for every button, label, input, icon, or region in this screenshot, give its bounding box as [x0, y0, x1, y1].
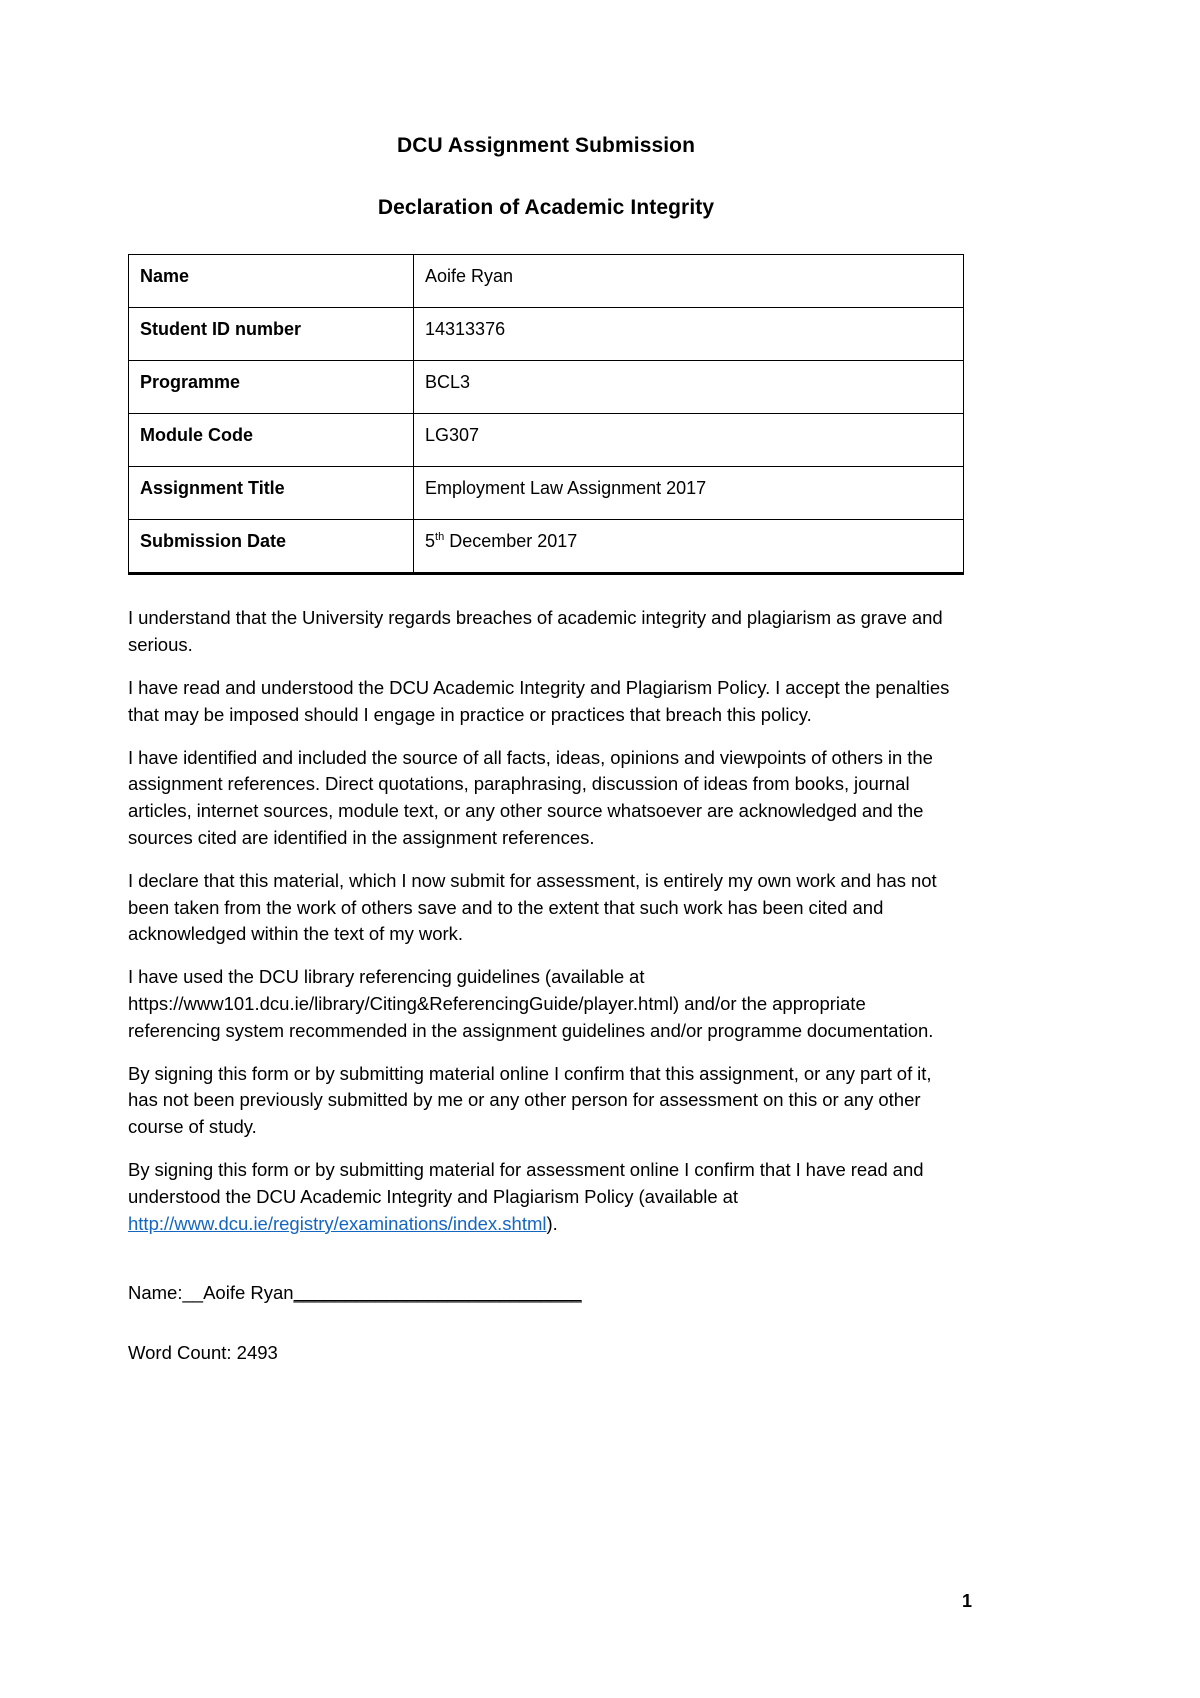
page-number: 1 [961, 1591, 972, 1611]
table-cell-label-module-code: Module Code [129, 414, 414, 467]
table-cell-value-submission-date [414, 520, 964, 574]
document-content [128, 128, 964, 1367]
table-cell-value-student-id: 14313376 [414, 308, 964, 361]
table-row [129, 520, 964, 574]
table-cell-value-assignment-title: Employment Law Assignment 2017 [414, 467, 964, 520]
declaration-paragraph-6: By signing this form or by submitting material online I confirm that this assignment, or any part of it, has not been previously submitted by me or any other person for assessment on this or any other course of study. [128, 1062, 932, 1138]
page-subtitle: Declaration of Academic Integrity [377, 196, 715, 220]
table-cell-label-submission-date: Submission Date [129, 520, 414, 574]
table-row [129, 255, 964, 308]
dcu-examinations-policy-link[interactable]: http://www.dcu.ie/registry/examinations/index.shtml [128, 1212, 547, 1234]
table-cell-label-assignment-title: Assignment Title [129, 467, 414, 520]
signature-rule: ____________________________ [293, 1281, 582, 1303]
declaration-paragraph-7-tail: ). [546, 1212, 558, 1234]
table-row [129, 414, 964, 467]
declaration-body [128, 605, 960, 1237]
word-count-line: Word Count: 2493 [128, 1342, 278, 1364]
page-title: DCU Assignment Submission [396, 134, 696, 157]
declaration-paragraph-7 [128, 1157, 960, 1237]
table-row [129, 467, 964, 520]
declaration-paragraph-1: I understand that the University regards breaches of academic integrity and plagiarism as grave and serious. [128, 607, 943, 656]
declaration-paragraph-2: I have read and understood the DCU Academic Integrity and Plagiarism Policy. I accept the penalties that may be imposed should I engage in practice or practices that breach this policy. [128, 676, 950, 725]
declaration-paragraph-3: I have identified and included the source of all facts, ideas, opinions and viewpoints of others in the assignment references. Direct quotations, paraphrasing, discussion of ideas from books, journal articles, internet sources, module text, or any other source whatsoever are acknowledged and the sources cited are identified in the assignment references. [128, 746, 933, 848]
signature-name-label: Name: [128, 1281, 183, 1303]
assignment-info-table [128, 254, 964, 575]
signature-name-value: __Aoife Ryan [182, 1281, 294, 1303]
table-cell-label-student-id: Student ID number [129, 308, 414, 361]
table-cell-label-name: Name [129, 255, 414, 308]
table-row [129, 361, 964, 414]
declaration-paragraph-5: I have used the DCU library referencing guidelines (available at https://www101.dcu.ie/library/Citing&ReferencingGuide/player.html) and/or the appropriate referencing system recommended in the assignment guidelines and/or programme documentation. [128, 966, 934, 1041]
submission-date-day: 5 [425, 531, 436, 552]
declaration-paragraph-7-lead: By signing this form or by submitting material for assessment online I confirm that I have read and understood the DCU Academic Integrity and Plagiarism Policy (available at [128, 1159, 924, 1207]
table-row [129, 308, 964, 361]
table-cell-label-programme: Programme [129, 361, 414, 414]
table-cell-value-name: Aoife Ryan [414, 255, 964, 308]
signature-block [128, 1280, 964, 1368]
submission-date-ordinal: th [435, 531, 445, 544]
submission-date-month-year: December 2017 [444, 531, 578, 552]
table-cell-value-programme: BCL3 [414, 361, 964, 414]
table-cell-value-module-code: LG307 [414, 414, 964, 467]
declaration-paragraph-4: I declare that this material, which I now submit for assessment, is entirely my own work and has not been taken from the work of others save and to the extent that such work has been cited and acknowledged within the text of my work. [128, 869, 937, 945]
signature-name-line [128, 1280, 964, 1307]
